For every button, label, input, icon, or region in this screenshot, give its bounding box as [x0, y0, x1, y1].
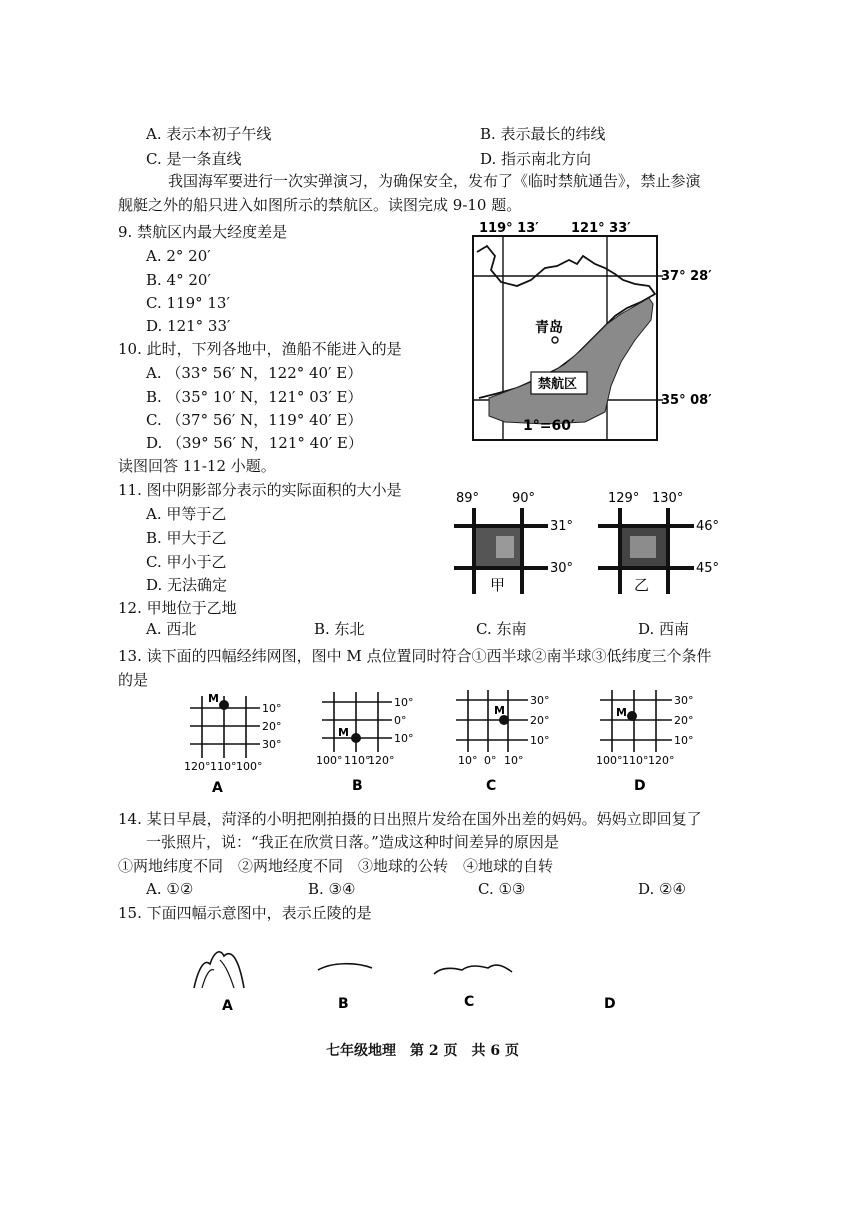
q9-option-a: A. 2° 20′ [146, 247, 211, 265]
q10-option-a: A. （33° 56′ N，122° 40′ E） [146, 364, 363, 382]
q13b-label: B [352, 778, 363, 794]
q15-label-d: D [604, 996, 616, 1012]
q13a-lon-2: 110° [210, 760, 237, 773]
q10-option-b: B. （35° 10′ N，121° 03′ E） [146, 388, 363, 406]
q13d-lon-3: 120° [648, 754, 675, 767]
grid-yi [594, 486, 734, 598]
q13b-lat-1: 10° [394, 696, 414, 709]
jia-label: 甲 [490, 576, 506, 594]
q13b-lat-3: 10° [394, 732, 414, 745]
q13d-lat-3: 10° [674, 734, 694, 747]
q13c-lat-1: 30° [530, 694, 550, 707]
q11-option-c: C. 甲小于乙 [146, 553, 227, 571]
q8-option-d: D. 指示南北方向 [480, 150, 592, 168]
q14-stem-line1: 14. 某日早晨，菏泽的小明把刚拍摄的日出照片发给在国外出差的妈妈。妈妈立即回复了 [118, 810, 702, 828]
q11-option-b: B. 甲大于乙 [146, 529, 227, 547]
q10-option-d: D. （39° 56′ N，121° 40′ E） [146, 434, 363, 452]
q9-option-c: C. 119° 13′ [146, 294, 230, 312]
q11-option-a: A. 甲等于乙 [146, 505, 227, 523]
q13d-m-label: M [616, 706, 627, 719]
q9-option-b: B. 4° 20′ [146, 271, 211, 289]
q15-label-b: B [338, 996, 349, 1012]
q13b-point-m [351, 733, 361, 743]
q13d-point-m [627, 711, 637, 721]
map-lon-right: 121° 33′ [571, 221, 631, 236]
q9-stem: 9. 禁航区内最大经度差是 [118, 223, 288, 241]
yi-label: 乙 [634, 576, 650, 594]
city-marker-icon [552, 337, 558, 343]
jia-lon2: 90° [512, 491, 536, 506]
q13b-lon-1: 100° [316, 754, 343, 767]
q10-option-c: C. （37° 56′ N，119° 40′ E） [146, 411, 363, 429]
q14-stem-line2: 一张照片，说：“我正在欣赏日落。”造成这种时间差异的原因是 [146, 833, 559, 851]
q13a-point-m [219, 700, 229, 710]
q13-grid-b [312, 690, 422, 800]
q15-figure-a-inner-line-2 [220, 960, 234, 988]
q13-grid-c [450, 690, 560, 800]
q11-stem: 11. 图中阴影部分表示的实际面积的大小是 [118, 481, 402, 499]
q13c-lon-2: 0° [484, 754, 497, 767]
jia-shade-highlight [496, 536, 514, 558]
map-scale: 1°=60′ [523, 418, 575, 434]
q13a-lat-1: 10° [262, 702, 282, 715]
intro-9-10-line2: 舰艇之外的船只进入如图所示的禁航区。读图完成 9-10 题。 [118, 196, 522, 214]
q13c-lon-3: 10° [504, 754, 524, 767]
q15-figure-c [434, 965, 512, 974]
page-footer: 七年级地理 第 2 页 共 6 页 [326, 1043, 519, 1059]
q15-stem: 15. 下面四幅示意图中，表示丘陵的是 [118, 904, 372, 922]
q10-stem: 10. 此时，下列各地中，渔船不能进入的是 [118, 340, 402, 358]
q13a-lon-1: 120° [184, 760, 211, 773]
q13a-lat-2: 20° [262, 720, 282, 733]
q8-option-a: A. 表示本初子午线 [146, 125, 272, 143]
yi-lat2: 45° [696, 561, 720, 576]
q12-option-c: C. 东南 [476, 620, 527, 638]
q13b-lat-2: 0° [394, 714, 407, 727]
q8-option-c: C. 是一条直线 [146, 150, 242, 168]
jia-lat2: 30° [550, 561, 574, 576]
intro-11-12: 读图回答 11-12 小题。 [118, 457, 276, 475]
yi-shade-highlight [630, 536, 656, 558]
q14-option-c: C. ①③ [478, 880, 526, 898]
q13c-m-label: M [494, 704, 505, 717]
jia-lat1: 31° [550, 519, 574, 534]
q13d-lat-1: 30° [674, 694, 694, 707]
map-lat-top: 37° 28′ [661, 269, 712, 284]
q13c-lon-1: 10° [458, 754, 478, 767]
map-lon-left: 119° 13′ [479, 221, 539, 236]
jia-lon1: 89° [456, 491, 480, 506]
q13c-label: C [486, 778, 497, 794]
q14-option-b: B. ③④ [308, 880, 356, 898]
q13-stem-line1: 13. 读下面的四幅经纬网图，图中 M 点位置同时符合①西半球②南半球③低纬度三个条件 [118, 647, 712, 665]
q13-grid-a [180, 690, 290, 800]
q13d-lon-1: 100° [596, 754, 623, 767]
restricted-zone-shading [489, 298, 653, 424]
q8-option-b: B. 表示最长的纬线 [480, 125, 606, 143]
zone-label: 禁航区 [538, 377, 578, 392]
q13d-lat-2: 20° [674, 714, 694, 727]
q13a-lon-3: 100° [236, 760, 263, 773]
q13-stem-line2: 的是 [118, 671, 149, 689]
q11-option-d: D. 无法确定 [146, 576, 228, 594]
q15-label-a: A [222, 998, 233, 1014]
q13b-lon-2: 110° [344, 754, 371, 767]
q14-option-a: A. ①② [146, 880, 194, 898]
q13a-m-label: M [208, 692, 219, 705]
q13d-lon-2: 110° [622, 754, 649, 767]
q12-option-d: D. 西南 [638, 620, 690, 638]
q14-option-d: D. ②④ [638, 880, 686, 898]
q12-option-a: A. 西北 [146, 620, 197, 638]
restricted-zone-map [465, 216, 725, 446]
grid-jia [450, 486, 590, 598]
yi-lon1: 129° [608, 491, 640, 506]
q13d-label: D [634, 778, 646, 794]
q13b-m-label: M [338, 726, 349, 739]
q12-option-b: B. 东北 [314, 620, 365, 638]
yi-lon2: 130° [652, 491, 684, 506]
city-label: 青岛 [535, 320, 563, 336]
q13c-lat-2: 20° [530, 714, 550, 727]
q13b-lon-3: 120° [368, 754, 395, 767]
map-lat-bottom: 35° 08′ [661, 393, 712, 408]
q14-items: ①两地纬度不同 ②两地经度不同 ③地球的公转 ④地球的自转 [118, 857, 554, 875]
q15-figure-b [318, 964, 372, 970]
q15-figure-a-inner-line-1 [202, 970, 214, 988]
q13c-lat-3: 10° [530, 734, 550, 747]
q13a-label: A [212, 780, 223, 796]
q13-grid-d [592, 690, 702, 800]
q15-figure-a-mountain [194, 952, 244, 988]
yi-lat1: 46° [696, 519, 720, 534]
q15-landform-figures [180, 940, 660, 1020]
q12-stem: 12. 甲地位于乙地 [118, 599, 237, 617]
q9-option-d: D. 121° 33′ [146, 317, 231, 335]
q13a-lat-3: 30° [262, 738, 282, 751]
q15-label-c: C [464, 994, 475, 1010]
intro-9-10-line1: 我国海军要进行一次实弹演习，为确保安全，发布了《临时禁航通告》，禁止参演 [168, 172, 701, 190]
